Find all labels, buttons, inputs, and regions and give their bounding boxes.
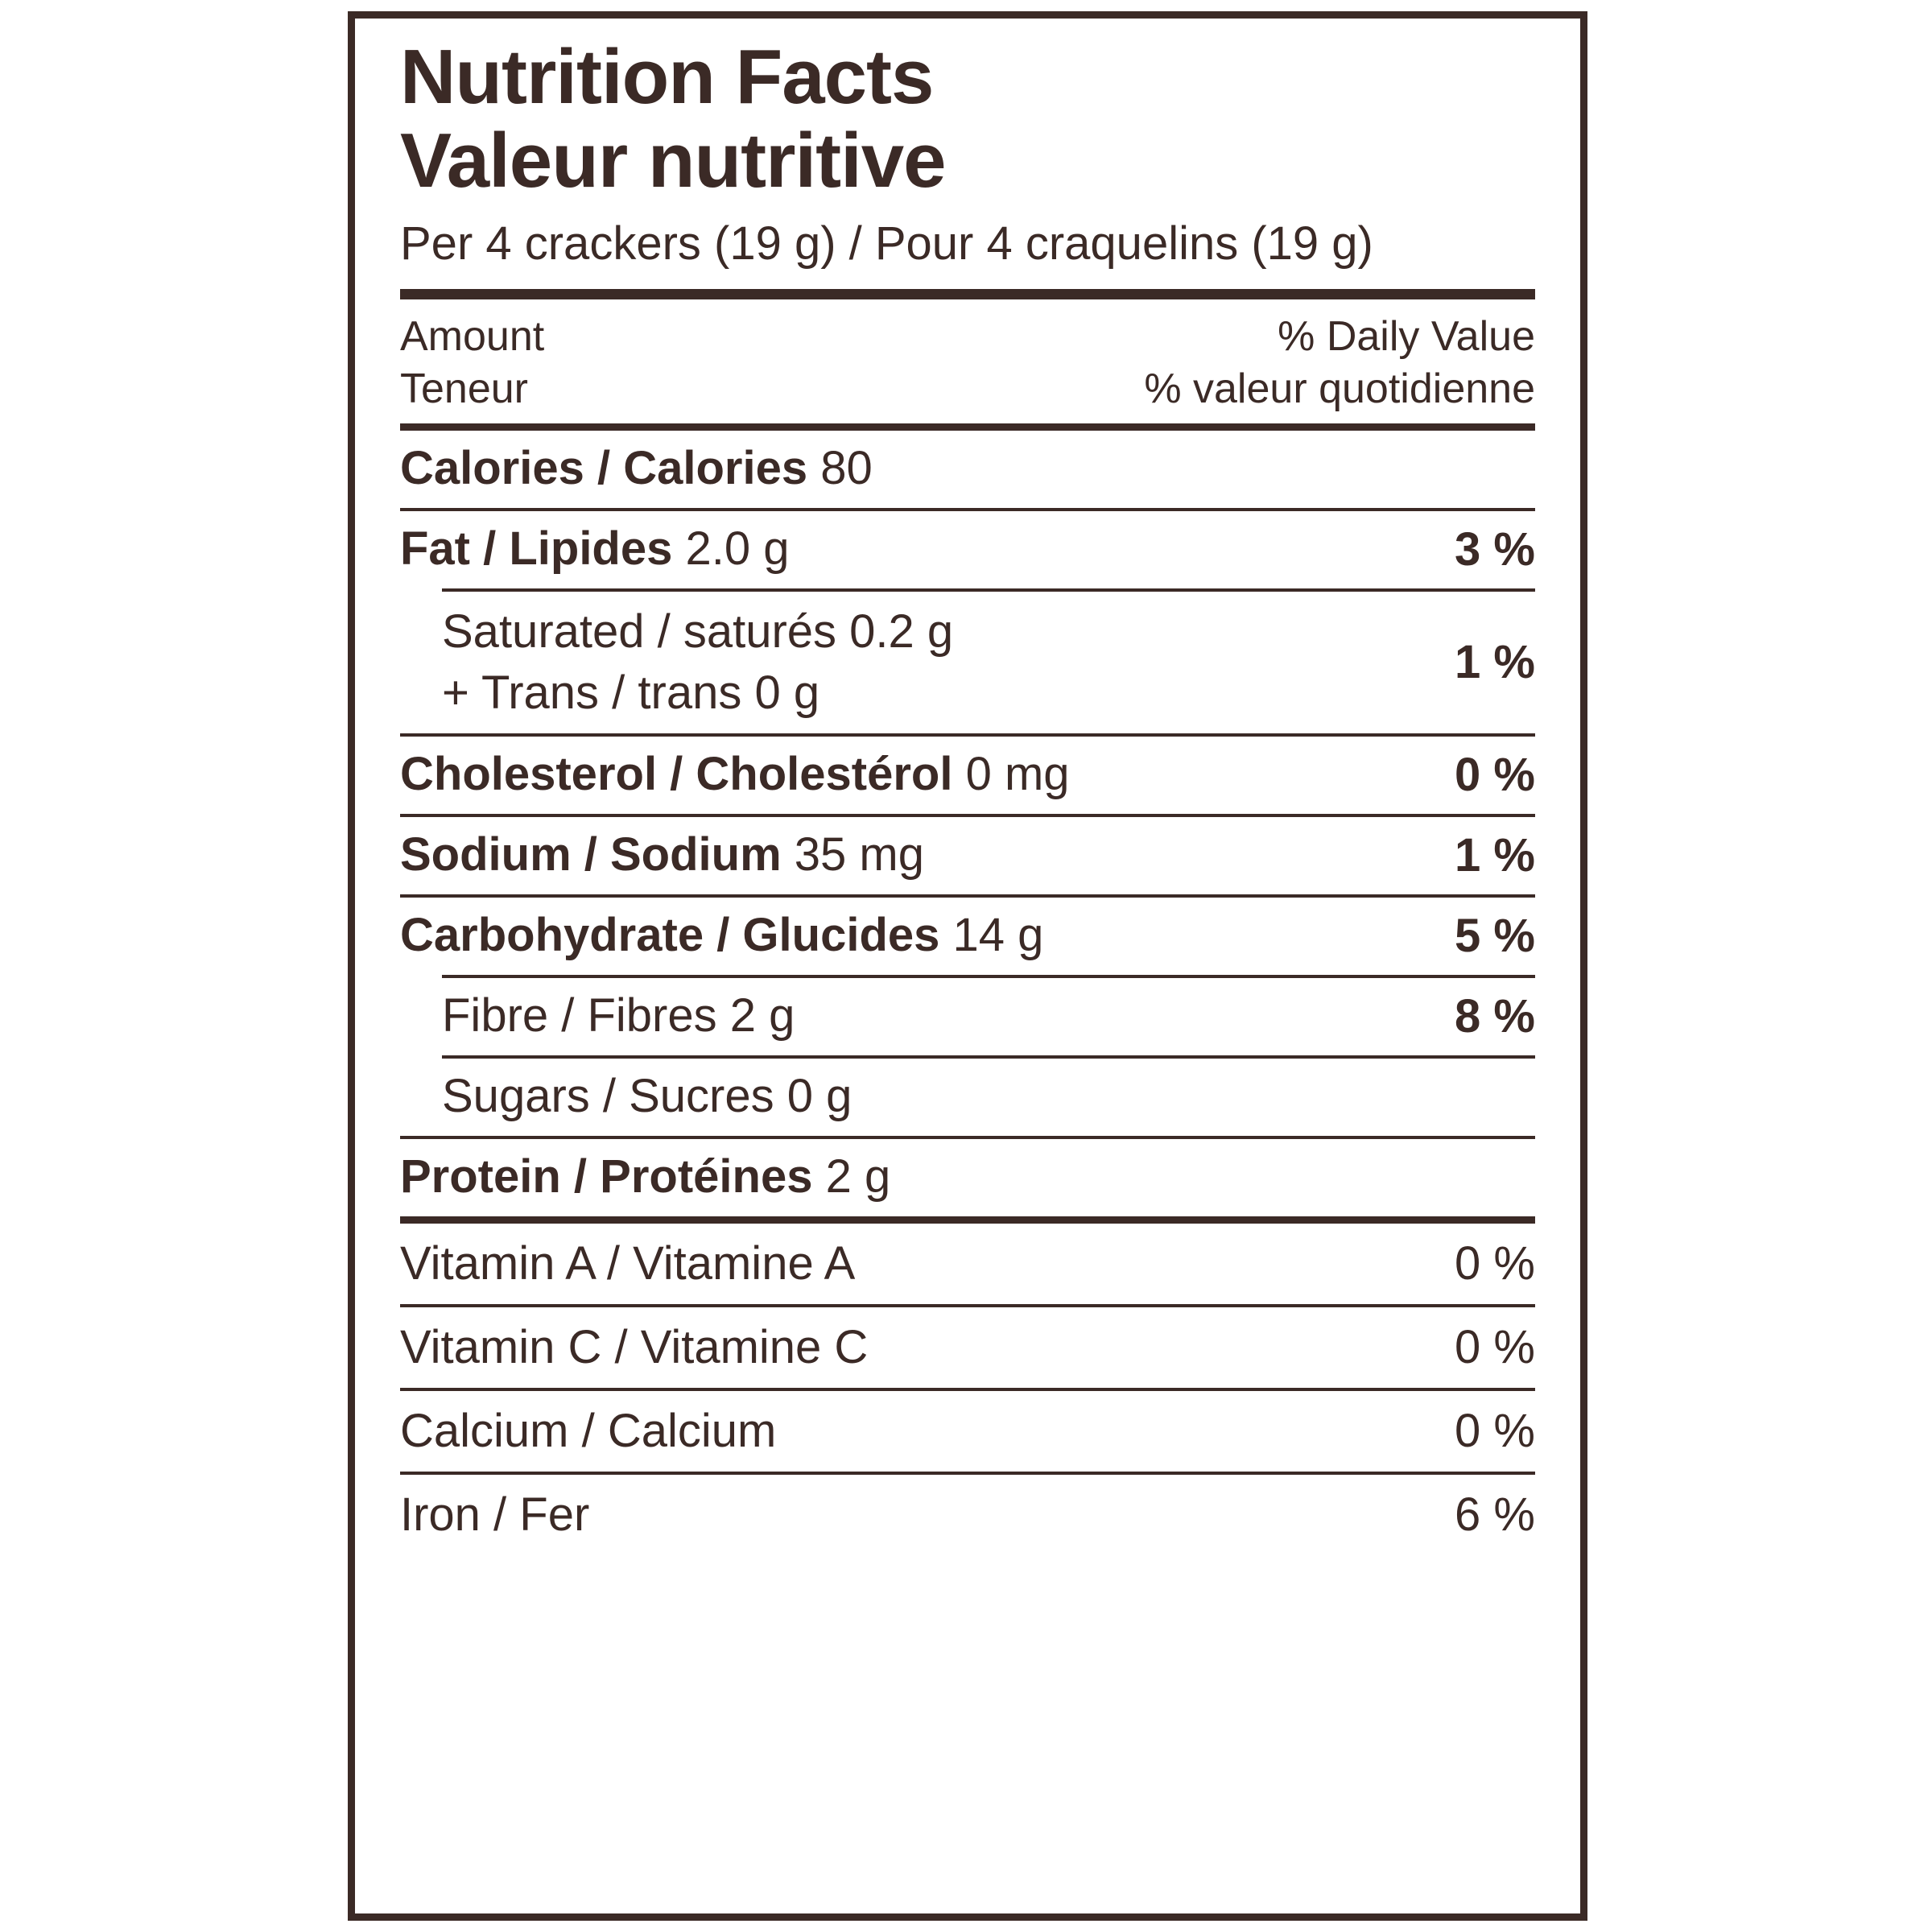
row-cholesterol-value: 0 mg (965, 748, 1070, 801)
daily-value-header-en: % Daily Value (1278, 312, 1535, 360)
nutrition-facts-panel (348, 11, 1587, 1921)
row-fat-label (400, 522, 1455, 576)
row-calories-name: Calories / Calories (400, 442, 808, 495)
row-fat-dv: 3 % (1455, 523, 1535, 576)
row-cholesterol (400, 737, 1535, 814)
row-fibre-label: Fibre / Fibres 2 g (442, 989, 795, 1042)
row-calcium-label: Calcium / Calcium (400, 1405, 777, 1458)
row-vitamin-a-label: Vitamin A / Vitamine A (400, 1237, 856, 1290)
row-fat-name: Fat / Lipides (400, 522, 673, 576)
row-carbohydrate-value: 14 g (952, 909, 1044, 962)
row-calories (400, 431, 1535, 508)
divider-thick-top (400, 289, 1535, 299)
row-vitamin-c-label: Vitamin C / Vitamine C (400, 1321, 869, 1374)
panel-inner (400, 34, 1535, 1907)
row-fat-value: 2.0 g (685, 522, 790, 576)
row-iron (400, 1475, 1535, 1555)
row-calories-value: 80 (820, 442, 873, 495)
row-carbohydrate-label (400, 908, 1455, 963)
row-fibre (400, 978, 1535, 1055)
title-french: Valeur nutritive (400, 117, 946, 204)
row-carbohydrate (400, 898, 1535, 975)
row-vitamin-a-dv: 0 % (1455, 1237, 1535, 1290)
row-iron-dv: 6 % (1455, 1488, 1535, 1542)
row-calcium (400, 1391, 1535, 1472)
row-vitamin-c (400, 1307, 1535, 1388)
row-fat (400, 511, 1535, 588)
row-protein-label (400, 1150, 1535, 1204)
divider-below-headers (400, 423, 1535, 431)
row-cholesterol-label (400, 747, 1455, 802)
row-saturated-trans (400, 592, 1535, 733)
row-iron-label: Iron / Fer (400, 1488, 590, 1542)
daily-value-header-fr: % valeur quotidienne (1144, 365, 1535, 412)
row-sodium-name: Sodium / Sodium (400, 828, 782, 881)
row-fibre-dv: 8 % (1455, 990, 1535, 1043)
amount-header-fr: Teneur (400, 365, 528, 412)
row-protein (400, 1139, 1535, 1216)
row-cholesterol-name: Cholesterol / Cholestérol (400, 748, 953, 801)
row-protein-value: 2 g (825, 1150, 891, 1203)
row-vitamin-a (400, 1224, 1535, 1304)
column-headers (400, 299, 1535, 423)
amount-header-en: Amount (400, 312, 545, 360)
row-saturated-trans-dv: 1 % (1455, 636, 1535, 689)
amount-header (400, 311, 544, 415)
row-calories-label (400, 441, 1535, 496)
row-sodium-label (400, 828, 1455, 882)
row-cholesterol-dv: 0 % (1455, 749, 1535, 802)
row-carbohydrate-dv: 5 % (1455, 910, 1535, 963)
row-sodium-value: 35 mg (794, 828, 924, 881)
row-sodium (400, 817, 1535, 894)
row-vitamin-c-dv: 0 % (1455, 1321, 1535, 1374)
row-saturated-text: Saturated / saturés 0.2 g (442, 605, 954, 658)
serving-size: Per 4 crackers (19 g) / Pour 4 craquelins (19 g) (400, 217, 1373, 270)
row-saturated-trans-label (400, 601, 1455, 723)
row-sugars-label: Sugars / Sucres 0 g (442, 1070, 852, 1123)
row-protein-name: Protein / Protéines (400, 1150, 813, 1203)
row-calcium-dv: 0 % (1455, 1405, 1535, 1458)
row-trans-text: + Trans / trans 0 g (442, 666, 820, 719)
row-sugars (400, 1059, 1535, 1136)
title-english: Nutrition Facts (400, 34, 934, 120)
daily-value-header (1144, 311, 1535, 415)
row-carbohydrate-name: Carbohydrate / Glucides (400, 909, 940, 962)
row-sodium-dv: 1 % (1455, 829, 1535, 882)
divider-before-micronutrients (400, 1216, 1535, 1224)
